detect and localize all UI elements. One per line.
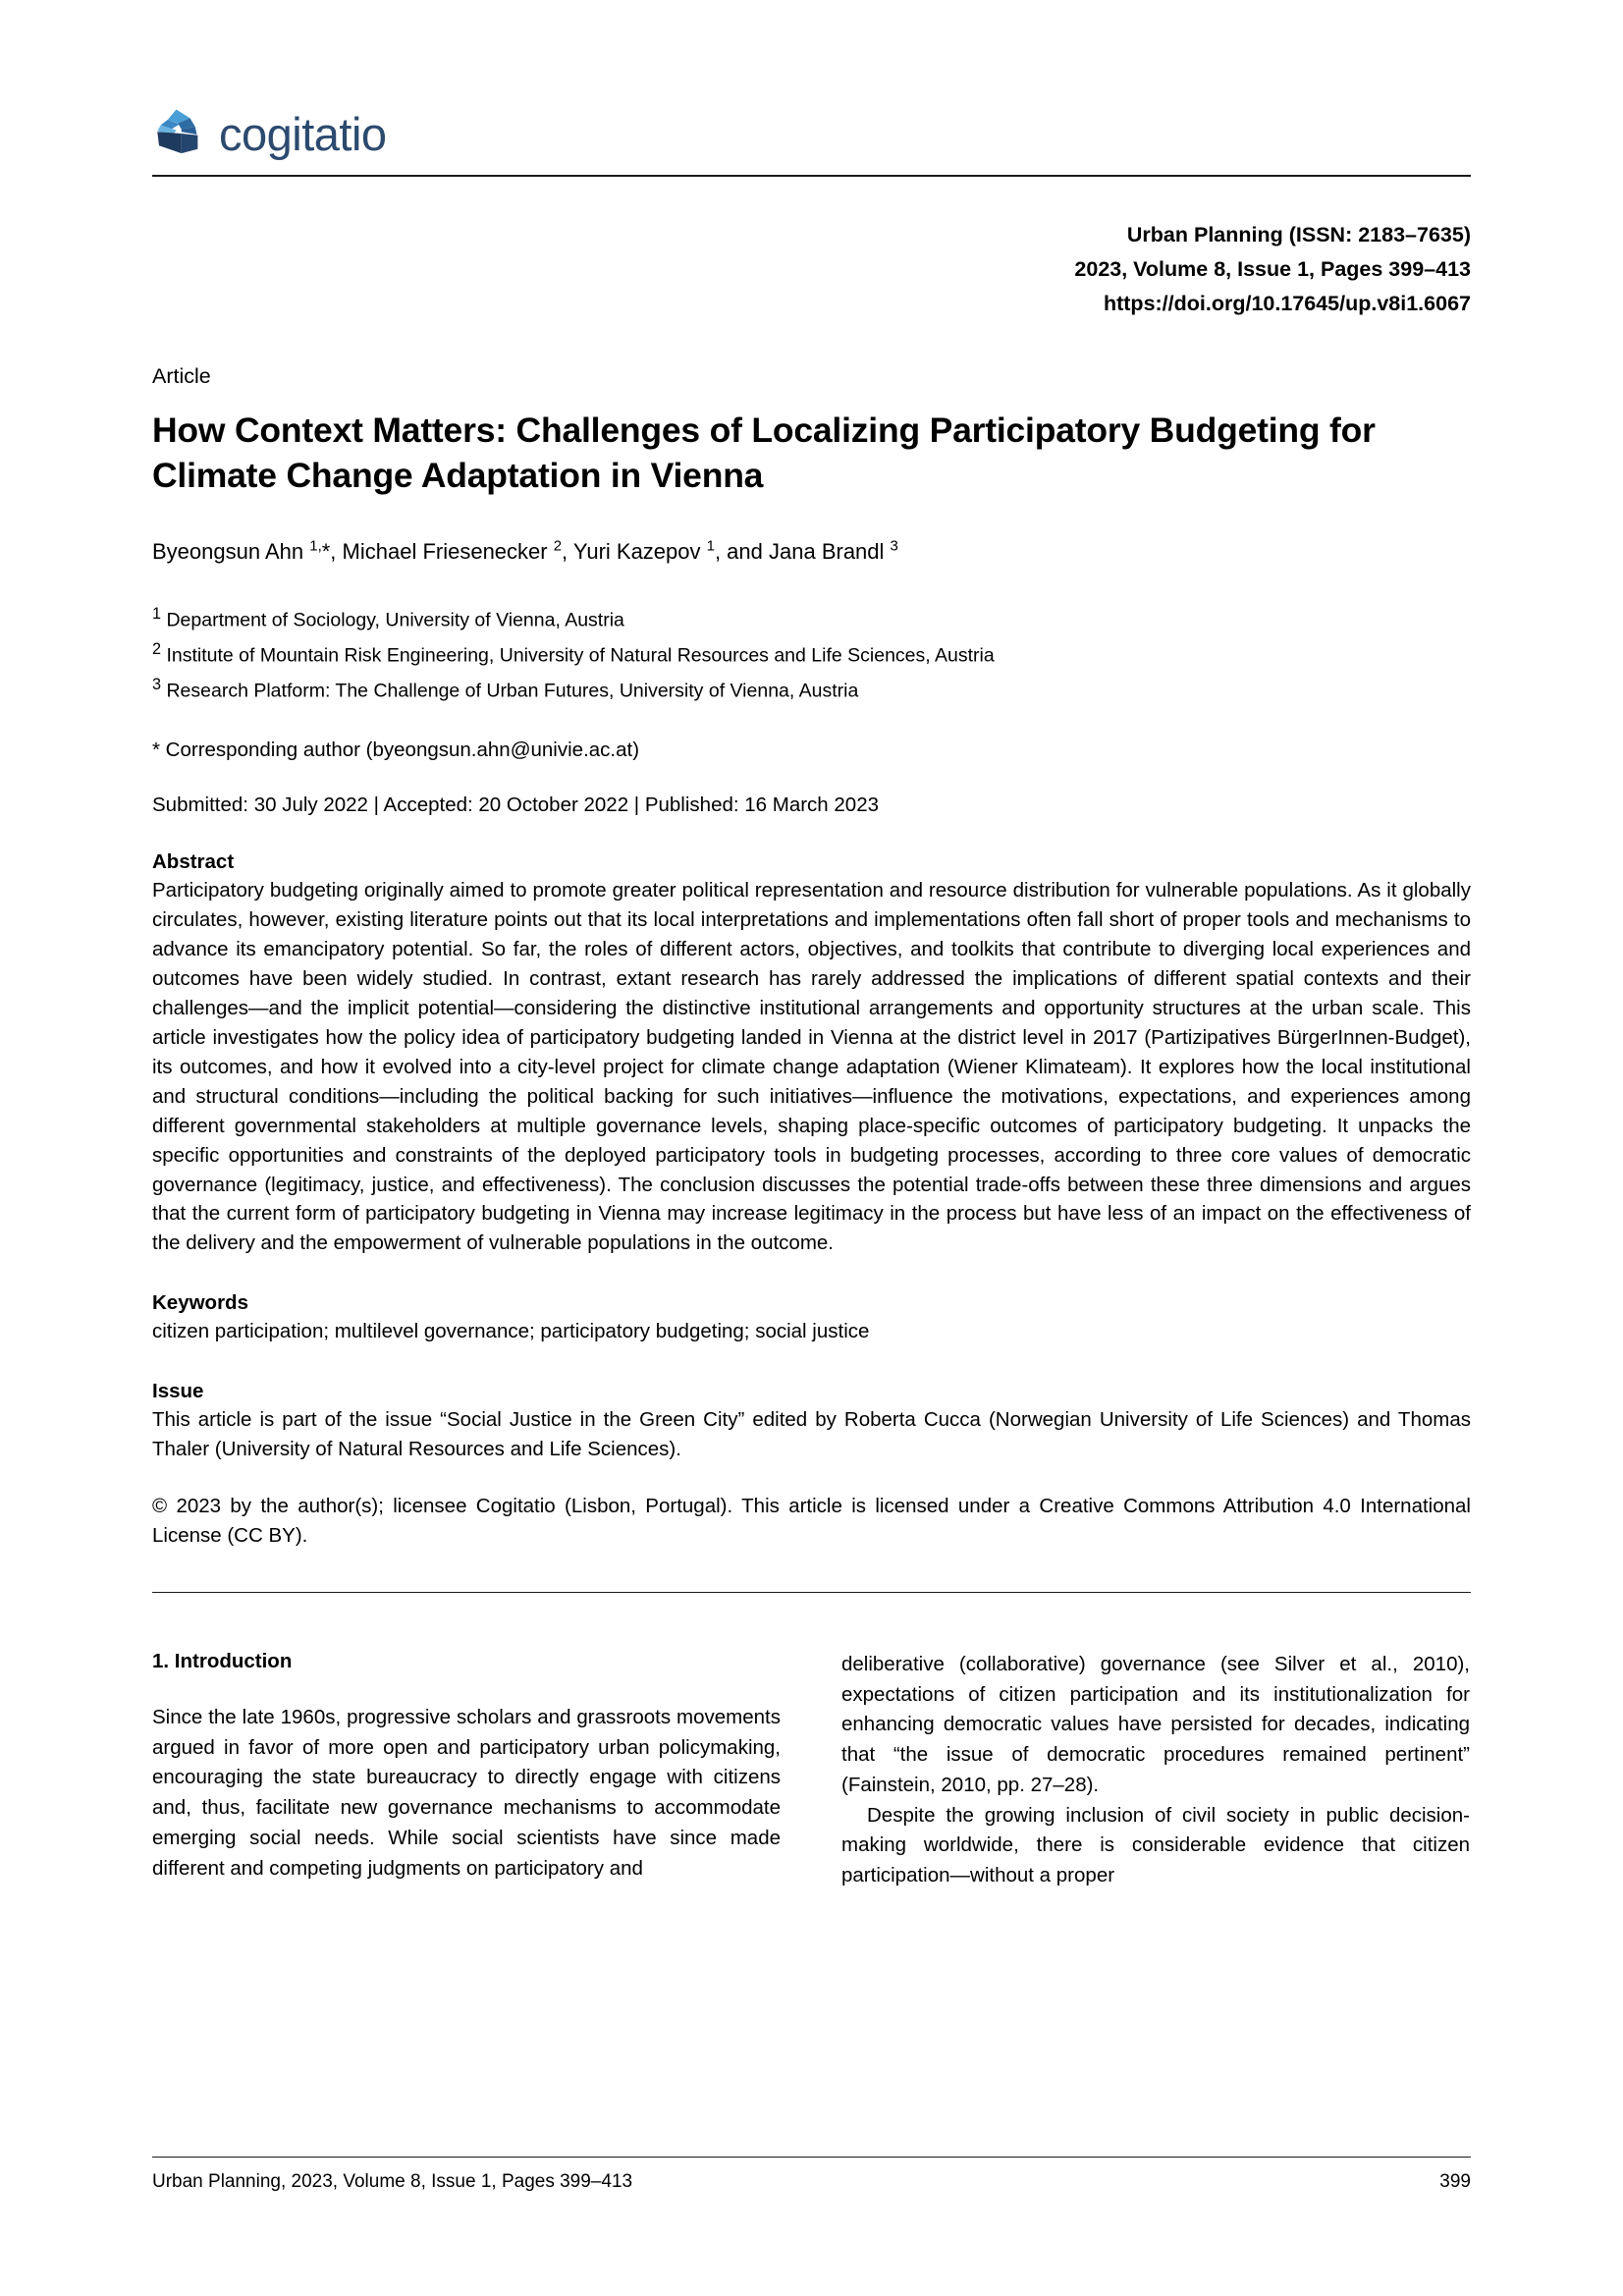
affiliation-marker: 2 [152,640,162,659]
paragraph: deliberative (collaborative) governance (see Silver et al., 2010), expectations of citizen participation and its institutionalization for enhancing democratic values have persisted for decades, indicating that “the issue of democratic procedures remained pertinent” (Fainstein, 2010, pp. 27–28). [841,1652,1470,1796]
affiliation-marker: 1 [152,605,162,624]
issue-heading: Issue [152,1380,204,1403]
article-type-label: Article [152,364,211,389]
affiliation-item [152,601,1471,636]
footer-citation: Urban Planning, 2023, Volume 8, Issue 1, Pages 399–413 [152,2171,633,2192]
affiliation-text: Department of Sociology, University of Vienna, Austria [166,609,624,631]
keywords-heading: Keywords [152,1291,248,1315]
cogitatio-wordmark: cogitatio [219,107,387,160]
paragraph: Despite the growing inclusion of civil society in public decision-making worldwide, there is considerable evidence that citizen participation—without a proper [841,1803,1470,1887]
cogitatio-book-fan-icon [152,106,207,161]
abstract-text: Participatory budgeting originally aimed to promote greater political representation and resource distribution for vulnerable populations. As it globally circulates, however, existing literature points out that its local interpretations and implementations often fall short of proper tools and mechanisms to advance its emancipatory potential. So far, the roles of different actors, objectives, and toolkits that contribute to diverging local experiences and outcomes have been widely studied. In contrast, extant research has rarely addressed the implications of different spatial contexts and their challenges—and the implicit potential—considering the distinctive institutional arrangements and opportunity structures at the urban scale. This article investigates how the policy idea of participatory budgeting landed in Vienna at the district level in 2017 (Partizipatives BürgerInnen-Budget), its outcomes, and how it evolved into a city-level project for climate change adaptation (Wiener Klimateam). It explores how the local institutional and structural conditions—including the political backing for such initiatives—influence the motivations, expectations, and experiences among different governmental stakeholders at multiple governance levels, shaping place-specific outcomes of participatory budgeting. It unpacks the specific opportunities and constraints of the deployed participatory tools in budgeting processes, according to three core values of democratic governance (legitimacy, justice, and effectiveness). The conclusion discusses the potential trade-offs between these three dimensions and argues that the current form of participatory budgeting in Vienna may increase legitimacy in the process but have less of an impact on the effectiveness of the delivery and the empowerment of vulnerable populations in the outcome. [152,879,1471,1255]
publication-dates: Submitted: 30 July 2022 | Accepted: 20 October 2022 | Published: 16 March 2023 [152,793,880,817]
header-divider [152,175,1471,177]
column-left [152,1650,781,1891]
cogitatio-logo [152,106,387,161]
affiliation-marker: 3 [152,676,162,694]
journal-volume-line: 2023, Volume 8, Issue 1, Pages 399–413 [1074,256,1471,281]
affiliation-item [152,636,1471,672]
column-right [841,1650,1470,1891]
affiliation-text: Research Platform: The Challenge of Urban Futures, University of Vienna, Austria [166,680,859,702]
corresponding-author[interactable]: * Corresponding author (byeongsun.ahn@univie.ac.at) [152,738,640,762]
page-footer [152,2157,1471,2193]
publisher-header [152,0,1471,165]
affiliation-item [152,672,1471,707]
paragraph: Since the late 1960s, progressive scholars and grassroots movements argued in favor of more open and participatory urban policymaking, encouraging the state bureaucracy to directly engage with citizens and, thus, facilitate new governance mechanisms to accommodate emerging social needs. While social scientists have since made different and competing judgments on participatory and [152,1705,781,1880]
footer-row [152,2171,1471,2193]
affiliation-text: Institute of Mountain Risk Engineering, University of Natural Resources and Life Sciences, Austria [166,644,995,667]
journal-doi-line[interactable]: https://doi.org/10.17645/up.v8i1.6067 [1103,291,1471,315]
section-heading-introduction: 1. Introduction [152,1649,293,1672]
journal-issn-line: Urban Planning (ISSN: 2183–7635) [1126,223,1471,246]
page-title: How Context Matters: Challenges of Localizing Participatory Budgeting for Climate Change Adaptation in Vienna [152,410,1376,495]
page-number: 399 [1439,2171,1471,2192]
section-divider [152,1592,1471,1593]
abstract-heading: Abstract [152,850,235,874]
page-content [152,0,1471,1891]
copyright-notice: © 2023 by the author(s); licensee Cogitatio (Lisbon, Portugal). This article is licensed under a Creative Commons Attribution 4.0 International License (CC BY). [152,1495,1471,1547]
issue-text: This article is part of the issue “Social Justice in the Green City” edited by Roberta Cucca (Norwegian University of Life Sciences) and Thomas Thaler (University of Natural Resources and Life Sciences). [152,1408,1471,1461]
author-list: Byeongsun Ahn $^{1,}$*, Michael Friesenecker $^2$, Yuri Kazepov $^1$, and Jana Brandl $^3$ [152,537,898,565]
affiliation-list [152,601,1471,707]
footer-divider [152,2157,1471,2158]
body-columns [152,1650,1471,1891]
journal-info [152,218,1471,320]
keywords-text: citizen participation; multilevel governance; participatory budgeting; social justice [152,1320,870,1343]
